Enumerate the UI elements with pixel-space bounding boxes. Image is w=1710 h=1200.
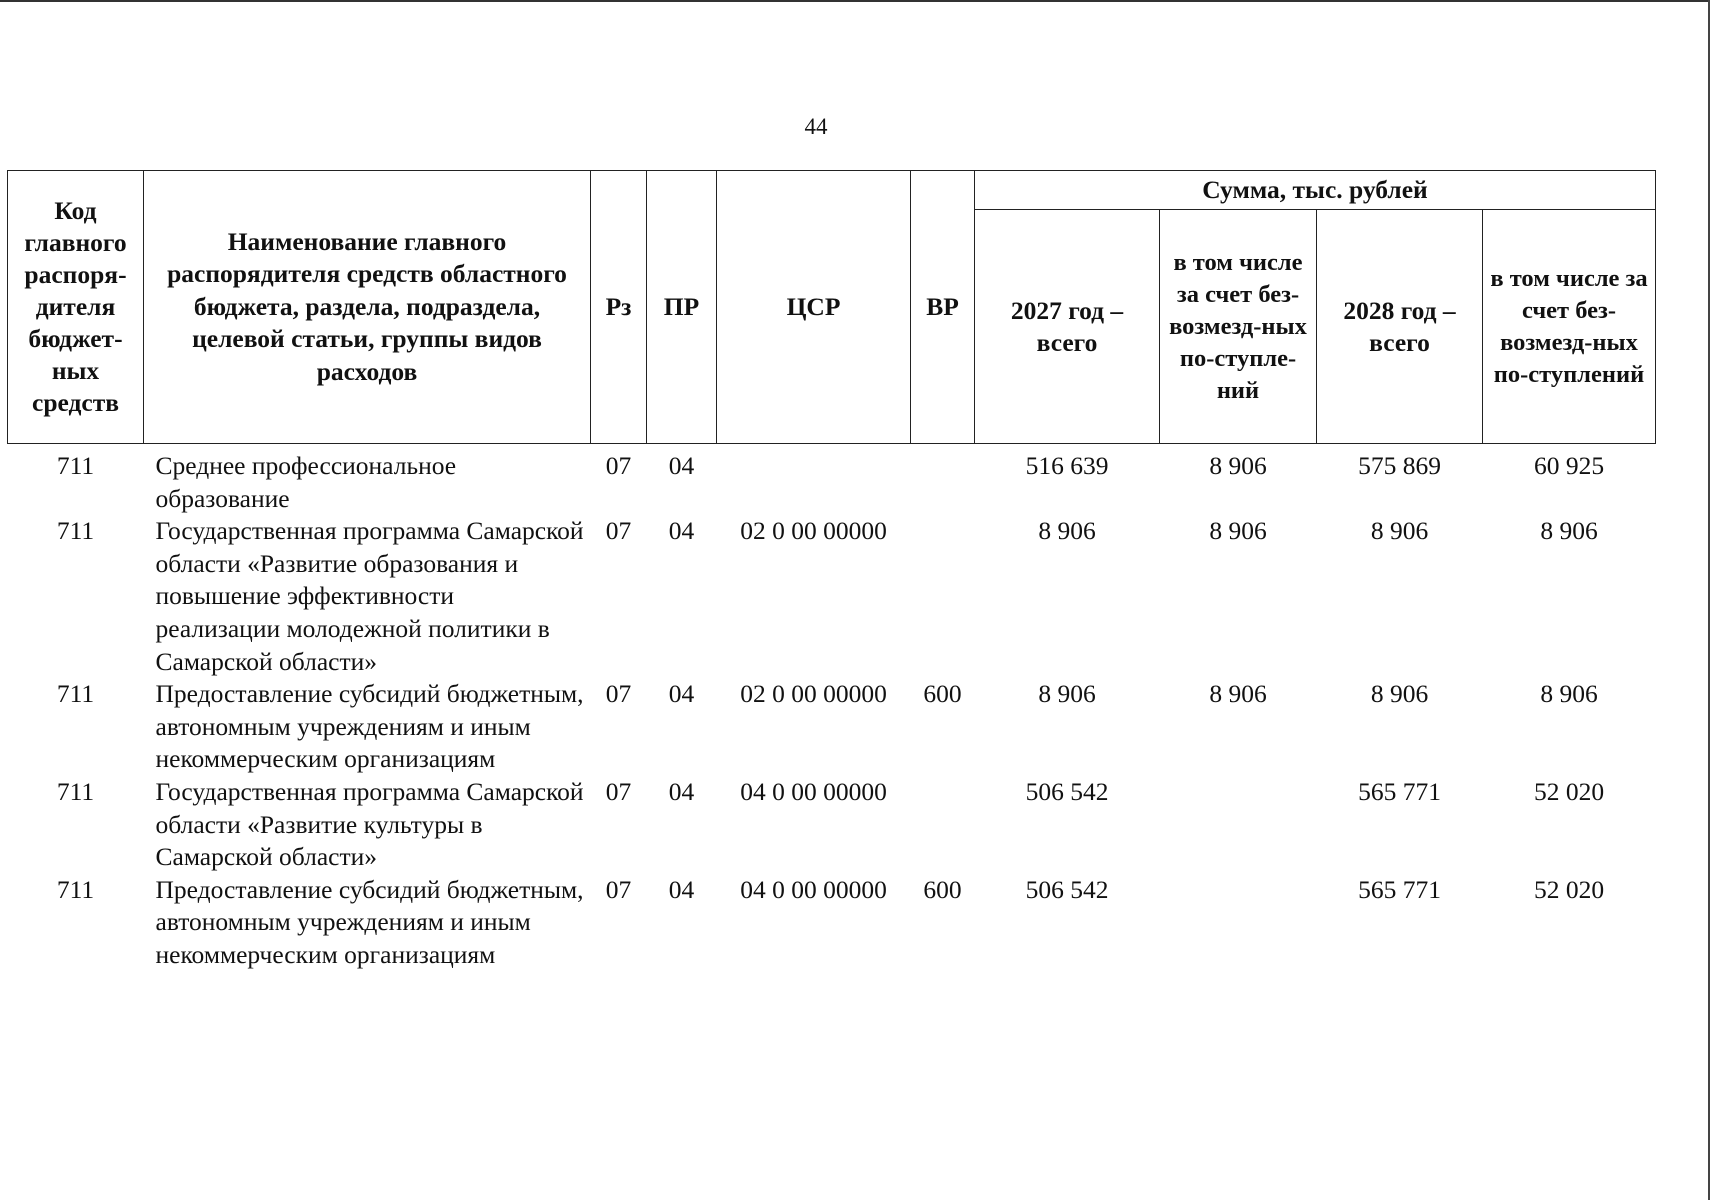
cell-code: 711	[56, 776, 95, 806]
cell-2028-total: 575 869	[1358, 451, 1441, 480]
cell-vr: 600	[923, 679, 962, 709]
cell-csr: 02 0 00 00000	[740, 516, 887, 546]
cell-vr	[911, 444, 975, 516]
cell-2027-total: 8 906	[1038, 679, 1096, 709]
cell-2028-grant: 52 020	[1533, 776, 1605, 806]
budget-table	[7, 170, 1656, 972]
cell-csr: 04 0 00 00000	[740, 776, 887, 806]
page-number: 44	[804, 114, 828, 139]
cell-pr: 04	[668, 679, 695, 709]
cell-code: 711	[56, 516, 95, 546]
header-2028-grant: в том числе за счет без-возмезд-ных по-ступлений	[1483, 210, 1656, 444]
cell-2028-grant: 52 020	[1533, 874, 1605, 904]
cell-vr: 600	[923, 874, 962, 904]
cell-name: Среднее профессиональное образование	[155, 451, 457, 513]
header-sum: Сумма, тыс. рублей	[975, 171, 1656, 210]
cell-name: Государственная программа Самарской области «Развитие образования и повышение эффективности реализации молодежной политики в Самарской области»	[155, 516, 584, 676]
cell-rz: 07	[605, 679, 632, 709]
cell-csr: 04 0 00 00000	[740, 874, 887, 904]
header-name: Наименование главного распорядителя средств областного бюджета, раздела, подраздела, целевой статьи, группы видов расходов	[144, 171, 591, 444]
cell-2028-total: 565 771	[1358, 874, 1441, 904]
cell-code: 711	[56, 874, 95, 904]
header-2028-total: 2028 год – всего	[1317, 210, 1483, 444]
header-code: Код главного распоря-дителя бюджет-ных средств	[8, 171, 144, 444]
table-body	[8, 444, 1656, 972]
cell-2027-total: 516 639	[1025, 451, 1109, 480]
cell-2027-grant: 8 906	[1209, 679, 1267, 709]
table-row	[8, 515, 1656, 678]
scan-top-edge	[0, 0, 1710, 2]
cell-2028-grant: 8 906	[1540, 679, 1598, 709]
table-row	[8, 678, 1656, 776]
cell-2028-total: 565 771	[1358, 776, 1441, 806]
cell-code: 711	[56, 679, 95, 709]
cell-pr: 04	[668, 516, 695, 546]
cell-2027-grant	[1160, 776, 1317, 874]
cell-code: 711	[56, 451, 95, 480]
header-2027-total: 2027 год – всего	[975, 210, 1160, 444]
cell-rz: 07	[605, 776, 632, 806]
header-2027-grant: в том числе за счет без-возмезд-ных по-ступле-ний	[1160, 210, 1317, 444]
cell-csr	[717, 444, 911, 516]
cell-name: Государственная программа Самарской области «Развитие культуры в Самарской области»	[155, 776, 584, 872]
cell-2027-grant: 8 906	[1209, 451, 1267, 480]
table-row	[8, 776, 1656, 874]
cell-rz: 07	[605, 516, 632, 546]
header-rz: Рз	[591, 171, 647, 444]
cell-pr: 04	[668, 451, 695, 480]
cell-2028-grant: 60 925	[1533, 451, 1605, 480]
cell-vr	[911, 515, 975, 678]
cell-2027-total: 8 906	[1038, 516, 1096, 546]
cell-rz: 07	[605, 451, 632, 480]
table-row	[8, 444, 1656, 516]
cell-csr: 02 0 00 00000	[740, 679, 887, 709]
cell-pr: 04	[668, 776, 695, 806]
cell-pr: 04	[668, 874, 695, 904]
cell-2027-grant	[1160, 874, 1317, 972]
cell-2028-grant: 8 906	[1540, 516, 1598, 546]
header-csr: ЦСР	[717, 171, 911, 444]
header-vr: ВР	[911, 171, 975, 444]
cell-2028-total: 8 906	[1370, 679, 1429, 709]
cell-vr	[911, 776, 975, 874]
cell-name: Предоставление субсидий бюджетным, автономным учреждениям и иным некоммерческим организациям	[155, 679, 584, 774]
cell-name: Предоставление субсидий бюджетным, автономным учреждениям и иным некоммерческим организациям	[155, 874, 584, 969]
table-row	[8, 874, 1656, 972]
cell-2028-total: 8 906	[1370, 516, 1429, 546]
cell-2027-total: 506 542	[1025, 776, 1109, 806]
header-pr: ПР	[647, 171, 717, 444]
cell-2027-total: 506 542	[1025, 874, 1109, 904]
table-header	[8, 171, 1656, 444]
cell-rz: 07	[605, 874, 632, 904]
cell-2027-grant: 8 906	[1209, 516, 1267, 546]
